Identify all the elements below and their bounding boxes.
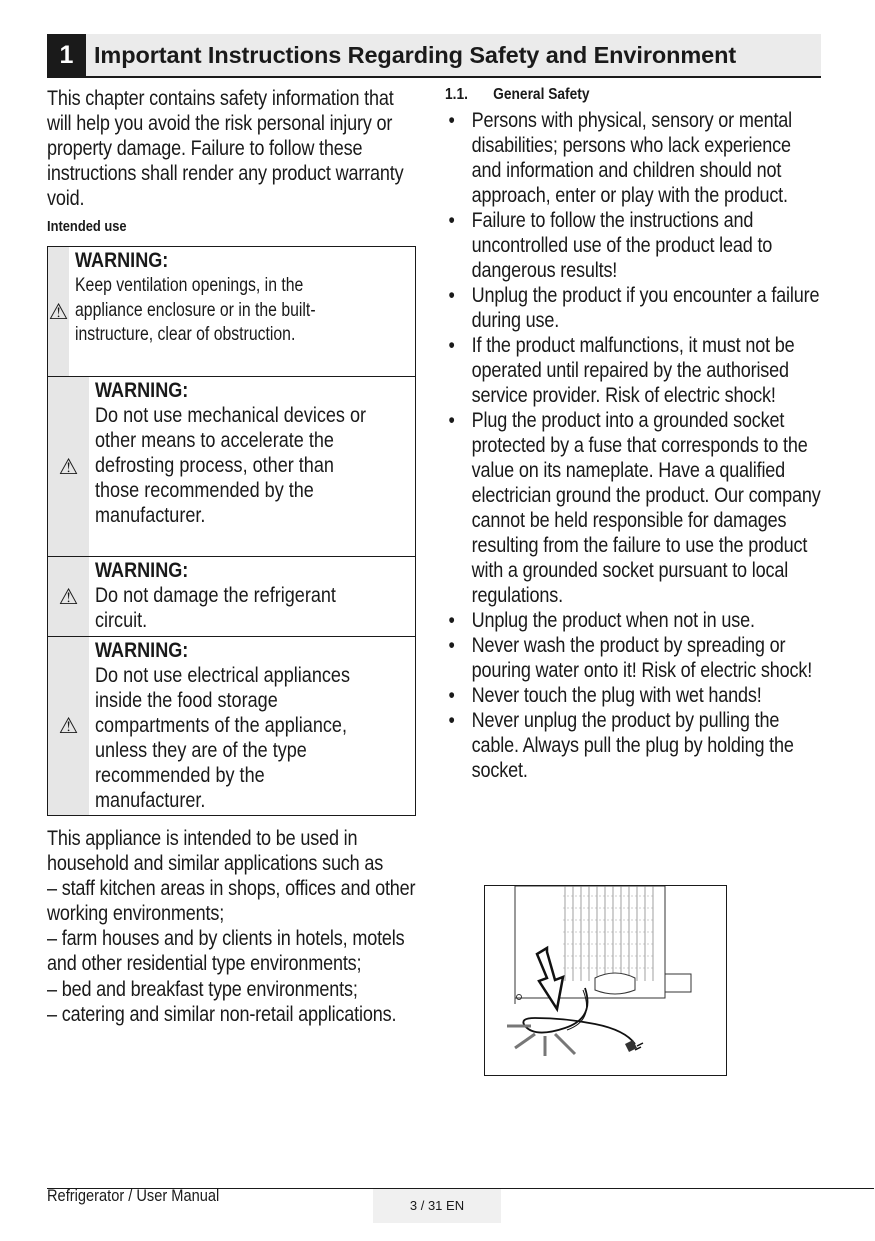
list-item: • If the product malfunctions, it must not be operated until repaired by the authorised service provider. Risk of electric shock! [448,334,795,407]
list-item: • Unplug the product when not in use. [448,609,755,632]
intended-use-paragraph: This appliance is intended to be used in household and similar applications such as [47,827,384,876]
warning-title: WARNING: [95,639,189,662]
warning-icon-cell [48,557,89,636]
list-item: • Never unplug the product by pulling the cable. Always pull the plug by holding the socket. [448,709,794,782]
intended-use-paragraph: – farm houses and by clients in hotels, motels and other residential type environments; [47,927,405,976]
section-heading [445,86,590,104]
list-item: • Unplug the product if you encounter a failure during use. [448,284,820,332]
warning-triangle-icon: ⚠ [58,713,79,738]
bullet-icon: • [448,284,455,307]
warning-icon-cell [48,377,89,556]
general-safety-list [445,108,823,783]
warning-triangle-icon: ⚠ [48,298,69,324]
chapter-header [47,34,821,78]
list-item: • Plug the product into a grounded socket protected by a fuse that corresponds to the value on its nameplate. Have a qualified electrician ground the product. Our company cannot be held responsible for damages resulting from the failure to use the product with a grounded socket pursuant to local regulations. [448,409,821,607]
warning-text: Keep ventilation openings, in the appliance enclosure or in the built-instructure, clear of obstruction. [75,274,316,345]
warning-text: Do not use electrical appliances inside the food storage compartments of the appliance, unless they are of the type recommended by the manufacturer. [95,664,351,812]
chapter-title: Important Instructions Regarding Safety and Environment [94,42,737,68]
warning-icon-cell [48,247,69,376]
warning-row [48,557,415,637]
bullet-icon: • [448,684,455,707]
bullet-icon: • [448,634,455,657]
list-item: • Persons with physical, sensory or mental disabilities; persons who lack experience and information and children should not approach, enter or play with the product. [448,109,793,207]
intended-use-paragraph: – catering and similar non-retail applications. [47,1002,397,1026]
warning-text: Do not damage the refrigerant circuit. [95,584,336,632]
intro-text: This chapter contains safety information that will help you avoid the risk personal injury or property damage. Failure to follow these instructions shall render any product warranty void. [47,87,404,210]
intended-use-heading: Intended use [47,218,127,235]
warning-icon-cell [48,637,89,815]
intended-use-paragraph: – bed and breakfast type environments; [47,977,358,1001]
intro-block [47,86,417,211]
warning-title: WARNING: [95,379,189,402]
bullet-icon: • [448,409,455,432]
warning-title: WARNING: [95,559,189,582]
bullet-icon: • [448,334,455,357]
refrigerator-plug-drawing [485,886,726,1075]
warning-triangle-icon: ⚠ [58,453,79,479]
warning-row [48,377,415,557]
bullet-icon: • [448,109,455,132]
chapter-number: 1 [47,34,86,76]
intended-use-text [47,826,425,1027]
page-number: 3 / 31 EN [373,1189,501,1223]
warning-table [47,246,416,816]
intended-use-paragraph: – staff kitchen areas in shops, offices and other working environments; [47,877,416,926]
warning-triangle-icon: ⚠ [58,583,79,609]
warning-row [48,247,415,377]
list-item: • Failure to follow the instructions and uncontrolled use of the product lead to dangerous results! [448,209,773,282]
footer-manual-title: Refrigerator / User Manual [47,1186,220,1205]
warning-row [48,637,415,815]
unplug-illustration [484,885,727,1076]
bullet-icon: • [448,209,455,232]
warning-title: WARNING: [75,249,169,272]
list-item: • Never touch the plug with wet hands! [448,684,762,707]
section-title: General Safety [493,86,590,103]
list-item: • Never wash the product by spreading or pouring water onto it! Risk of electric shock! [448,634,813,682]
section-number: 1.1. [445,86,468,103]
bullet-icon: • [448,609,455,632]
warning-text: Do not use mechanical devices or other means to accelerate the defrosting process, other than those recommended by the manufacturer. [95,404,367,527]
bullet-icon: • [448,709,455,732]
